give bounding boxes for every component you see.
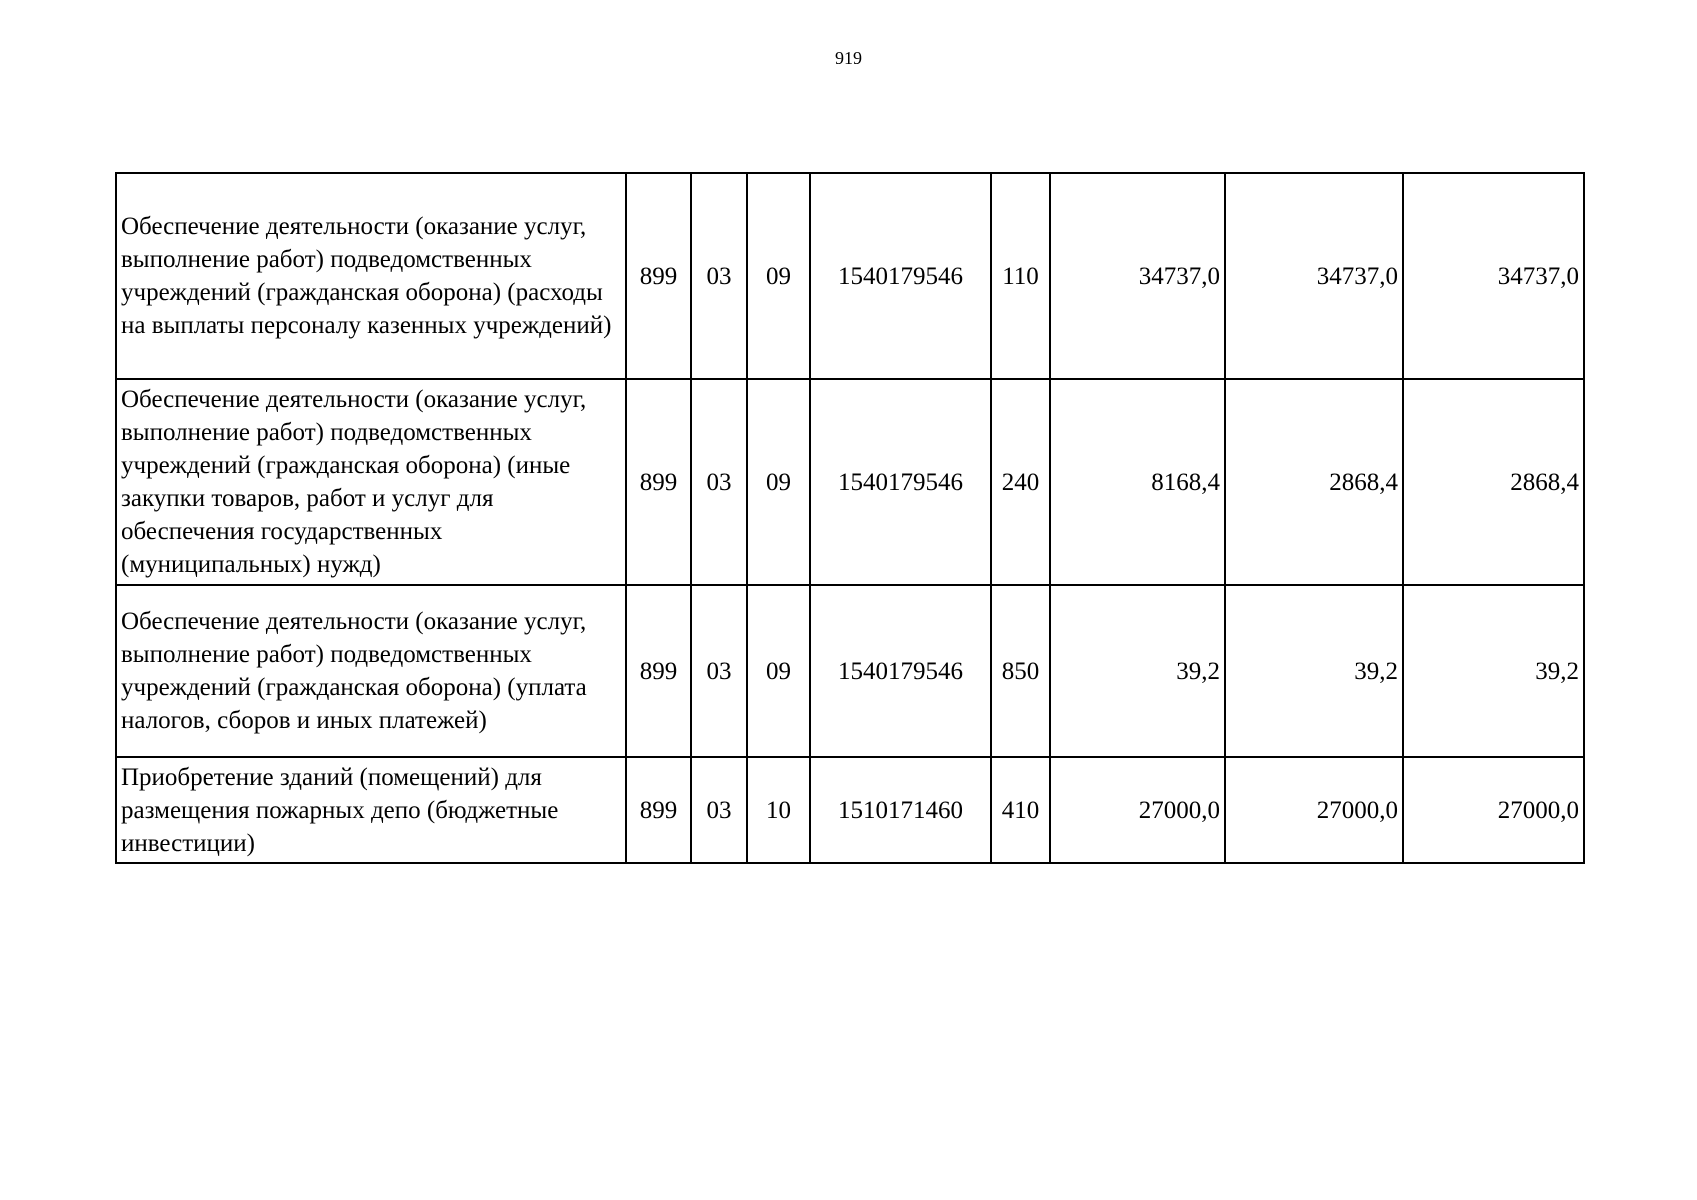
target-article-code: 1540179546 xyxy=(810,379,991,585)
amount-1: 39,2 xyxy=(1050,585,1225,757)
subsection-code: 10 xyxy=(747,757,810,863)
amount-3: 34737,0 xyxy=(1403,173,1584,379)
amount-1: 8168,4 xyxy=(1050,379,1225,585)
expense-type-code: 410 xyxy=(991,757,1050,863)
section-code: 03 xyxy=(691,173,747,379)
expense-type-code: 240 xyxy=(991,379,1050,585)
section-code: 03 xyxy=(691,585,747,757)
amount-2: 34737,0 xyxy=(1225,173,1403,379)
section-code: 03 xyxy=(691,757,747,863)
amount-2: 27000,0 xyxy=(1225,757,1403,863)
amount-1: 34737,0 xyxy=(1050,173,1225,379)
table-row xyxy=(116,757,1584,863)
page-number: 919 xyxy=(835,48,862,68)
amount-3: 39,2 xyxy=(1403,585,1584,757)
target-article-code: 1540179546 xyxy=(810,173,991,379)
row-description: Приобретение зданий (помещений) для размещения пожарных депо (бюджетные инвестиции) xyxy=(116,757,626,863)
target-article-code: 1510171460 xyxy=(810,757,991,863)
amount-2: 39,2 xyxy=(1225,585,1403,757)
row-description: Обеспечение деятельности (оказание услуг, выполнение работ) подведомственных учреждений (гражданская оборона) (уплата налогов, сборов и иных платежей) xyxy=(116,585,626,757)
expense-type-code: 850 xyxy=(991,585,1050,757)
table-row xyxy=(116,173,1584,379)
amount-1: 27000,0 xyxy=(1050,757,1225,863)
ministry-code: 899 xyxy=(626,757,691,863)
row-description: Обеспечение деятельности (оказание услуг, выполнение работ) подведомственных учреждений (гражданская оборона) (расходы на выплаты персоналу казенных учреждений) xyxy=(116,173,626,379)
amount-3: 2868,4 xyxy=(1403,379,1584,585)
row-description: Обеспечение деятельности (оказание услуг, выполнение работ) подведомственных учреждений (гражданская оборона) (иные закупки товаров, работ и услуг для обеспечения государственных (муниципальных) нужд) xyxy=(116,379,626,585)
ministry-code: 899 xyxy=(626,379,691,585)
expense-type-code: 110 xyxy=(991,173,1050,379)
ministry-code: 899 xyxy=(626,173,691,379)
amount-2: 2868,4 xyxy=(1225,379,1403,585)
budget-table xyxy=(115,172,1585,864)
amount-3: 27000,0 xyxy=(1403,757,1584,863)
subsection-code: 09 xyxy=(747,585,810,757)
subsection-code: 09 xyxy=(747,379,810,585)
subsection-code: 09 xyxy=(747,173,810,379)
table-row xyxy=(116,585,1584,757)
ministry-code: 899 xyxy=(626,585,691,757)
target-article-code: 1540179546 xyxy=(810,585,991,757)
table-row xyxy=(116,379,1584,585)
section-code: 03 xyxy=(691,379,747,585)
